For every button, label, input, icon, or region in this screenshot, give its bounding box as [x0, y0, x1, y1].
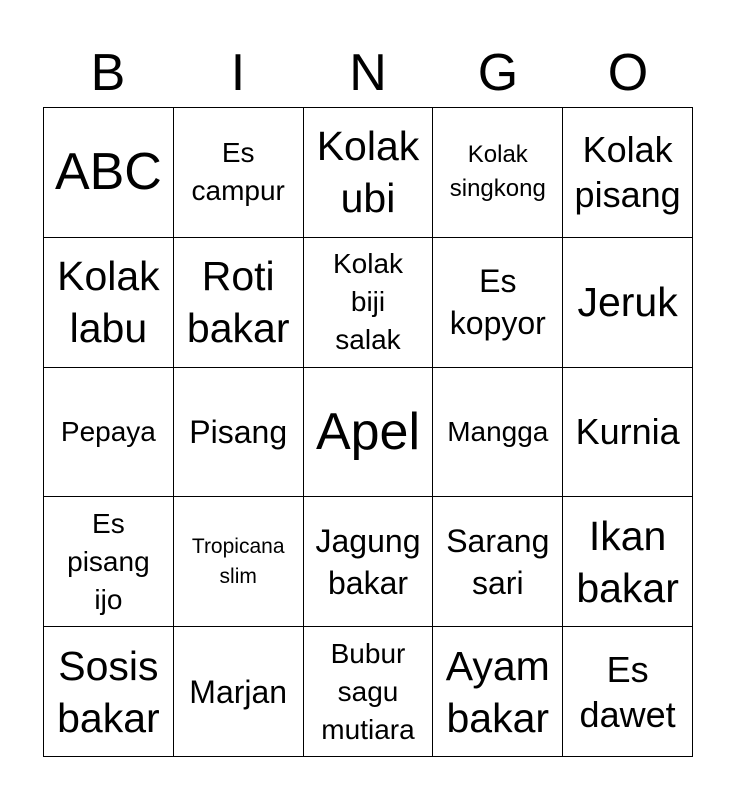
- cell-text: Kolak biji salak: [332, 248, 404, 356]
- cell-text: Kolak labu: [57, 253, 160, 352]
- bingo-cell-r2-c4[interactable]: [433, 238, 563, 368]
- bingo-cell-r4-c1[interactable]: [44, 497, 174, 627]
- cell-text: Apel: [315, 402, 421, 461]
- bingo-cell-r1-c1[interactable]: [44, 108, 174, 238]
- header-letter-n: N: [349, 44, 387, 102]
- cell-text: Kolak singkong: [449, 141, 546, 203]
- bingo-cell-r2-c2[interactable]: [174, 238, 304, 368]
- cell-text: Kolak pisang: [574, 129, 681, 216]
- cell-text: Kolak ubi: [316, 123, 420, 222]
- cell-text: Jeruk: [577, 279, 678, 326]
- bingo-cell-r5-c2[interactable]: [174, 627, 304, 757]
- bingo-cell-r3-c2[interactable]: [174, 368, 304, 498]
- cell-text: Sarang sari: [446, 522, 550, 601]
- bingo-cell-r1-c5[interactable]: [563, 108, 693, 238]
- bingo-cell-r3-c1[interactable]: [44, 368, 174, 498]
- cell-text: Marjan: [189, 673, 288, 710]
- cell-text: Roti bakar: [186, 253, 290, 352]
- bingo-cell-r1-c4[interactable]: [433, 108, 563, 238]
- bingo-cell-r5-c1[interactable]: [44, 627, 174, 757]
- bingo-cell-r3-c3[interactable]: [304, 368, 434, 498]
- bingo-cell-r5-c4[interactable]: [433, 627, 563, 757]
- bingo-grid: [43, 107, 693, 757]
- bingo-cell-r3-c5[interactable]: [563, 368, 693, 498]
- cell-text: Es campur: [191, 137, 285, 207]
- bingo-cell-r5-c3[interactable]: [304, 627, 434, 757]
- bingo-cell-r3-c4[interactable]: [433, 368, 563, 498]
- header-letter-i: I: [230, 44, 246, 102]
- bingo-cell-r4-c4[interactable]: [433, 497, 563, 627]
- bingo-cell-r1-c2[interactable]: [174, 108, 304, 238]
- bingo-cell-r2-c3[interactable]: [304, 238, 434, 368]
- bingo-cell-r2-c5[interactable]: [563, 238, 693, 368]
- header-letter-g: G: [477, 44, 519, 102]
- cell-text: Ayam bakar: [445, 642, 550, 741]
- bingo-cell-r2-c1[interactable]: [44, 238, 174, 368]
- bingo-cell-r4-c3[interactable]: [304, 497, 434, 627]
- cell-text: Es pisang ijo: [67, 507, 150, 615]
- cell-text: Sosis bakar: [57, 642, 160, 741]
- header-letter-b: B: [90, 44, 126, 102]
- cell-text: Bubur sagu mutiara: [321, 637, 415, 745]
- bingo-header: [43, 40, 693, 106]
- cell-text: ABC: [54, 143, 162, 202]
- cell-text: Pepaya: [60, 415, 156, 447]
- cell-text: Tropicana slim: [191, 534, 285, 588]
- cell-text: Jagung bakar: [315, 522, 421, 601]
- header-letter-o: O: [607, 44, 649, 102]
- cell-text: Mangga: [447, 415, 549, 447]
- cell-text: Pisang: [189, 413, 288, 450]
- cell-text: Es dawet: [579, 648, 676, 735]
- cell-text: Kurnia: [575, 411, 680, 453]
- bingo-cell-r1-c3[interactable]: [304, 108, 434, 238]
- bingo-cell-r4-c5[interactable]: [563, 497, 693, 627]
- cell-text: Ikan bakar: [576, 512, 679, 611]
- bingo-cell-r4-c2[interactable]: [174, 497, 304, 627]
- bingo-cell-r5-c5[interactable]: [563, 627, 693, 757]
- cell-text: Es kopyor: [449, 263, 546, 342]
